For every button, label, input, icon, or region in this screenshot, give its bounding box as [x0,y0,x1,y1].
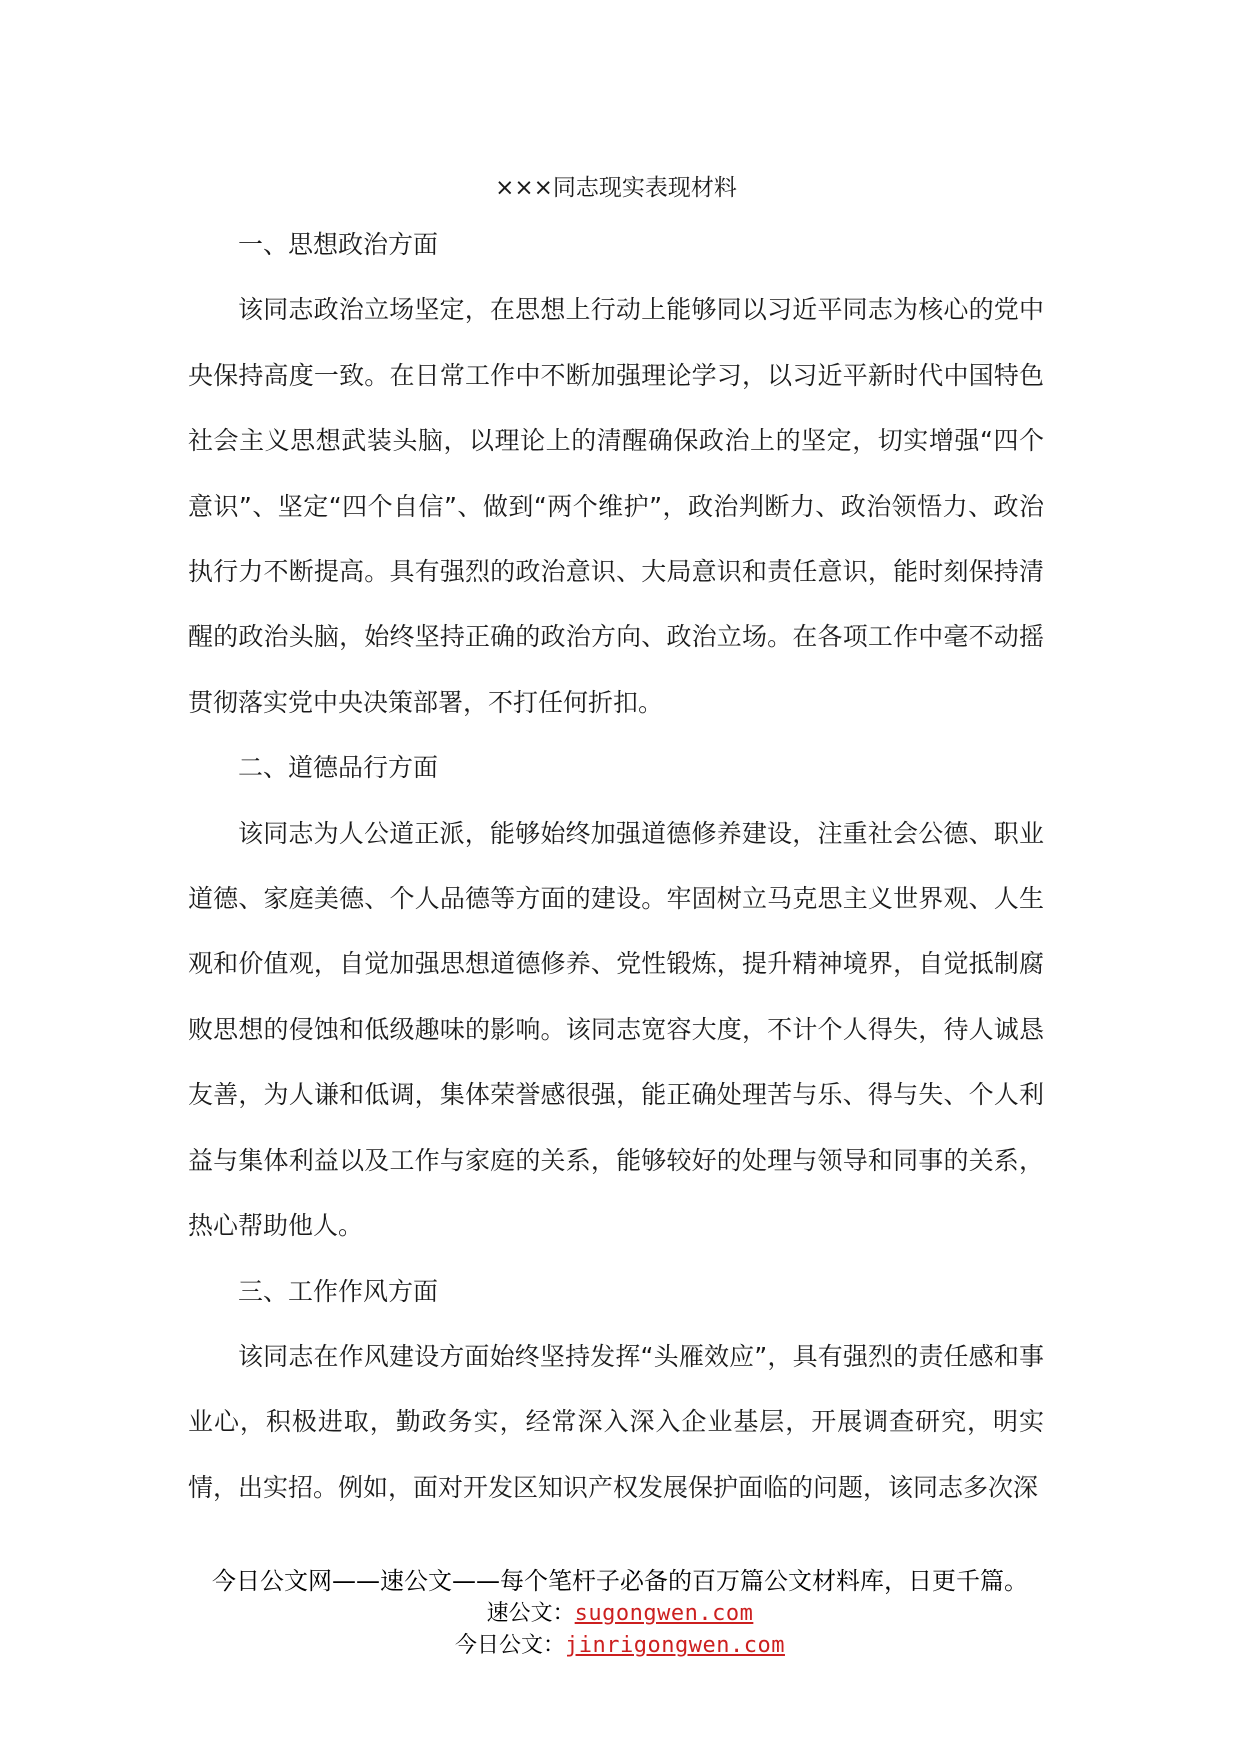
section-paragraph: 该同志在作风建设方面始终坚持发挥“头雁效应”，具有强烈的责任感和事业心，积极进取，勤政务实，经常深入深入企业基层，开展调查研究，明实情，出实招。例如，面对开发区知识产权发展保护面临的问题，该同志多次深 [188,1341,1044,1502]
section-heading: 二、道德品行方面 [238,753,439,783]
footer-jinrigongwen-line [0,1630,1240,1662]
section-heading: 三、工作作风方面 [238,1276,439,1306]
document-title: ×××同志现实表现材料 [495,175,737,201]
jinrigongwen-link[interactable]: jinrigongwen.com [565,1633,785,1658]
section-moral [188,735,1044,1258]
footer-slogan: 今日公文网——速公文——每个笔杆子必备的百万篇公文材料库，日更千篇。 [212,1567,1028,1595]
footer-banner [0,1565,1240,1662]
section-work-style [188,1259,1044,1521]
section-heading: 一、思想政治方面 [238,230,439,259]
sugongwen-link[interactable]: sugongwen.com [574,1601,754,1626]
section-paragraph: 该同志为人公道正派，能够始终加强道德修养建设，注重社会公德、职业道德、家庭美德、个人品德等方面的建设。牢固树立马克思主义世界观、人生观和价值观，自觉加强思想道德修养、党性锻炼，提升精神境界，自觉抵制腐败思想的侵蚀和低级趣味的影响。该同志宽容大度，不计个人得失，待人诚恳友善，为人谦和低调，集体荣誉感很强，能正确处理苦与乐、得与失、个人利益与集体利益以及工作与家庭的关系，能够较好的处理与领导和同事的关系，热心帮助他人。 [188,818,1044,1241]
footer-sugongwen-label: 速公文： [486,1601,575,1626]
section-political [188,212,1044,735]
section-paragraph: 该同志政治立场坚定，在思想上行动上能够同以习近平同志为核心的党中央保持高度一致。在日常工作中不断加强理论学习，以习近平新时代中国特色社会主义思想武装头脑，以理论上的清醒确保政治上的坚定，切实增强“四个意识”、坚定“四个自信”、做到“两个维护”，政治判断力、政治领悟力、政治执行力不断提高。具有强烈的政治意识、大局意识和责任意识，能时刻保持清醒的政治头脑，始终坚持正确的政治方向、政治立场。在各项工作中毫不动摇贯彻落实党中央决策部署，不打任何折扣。 [188,295,1044,717]
footer-sugongwen-line [0,1598,1240,1630]
footer-jinrigongwen-label: 今日公文： [455,1633,566,1658]
document-body [188,160,1044,1520]
